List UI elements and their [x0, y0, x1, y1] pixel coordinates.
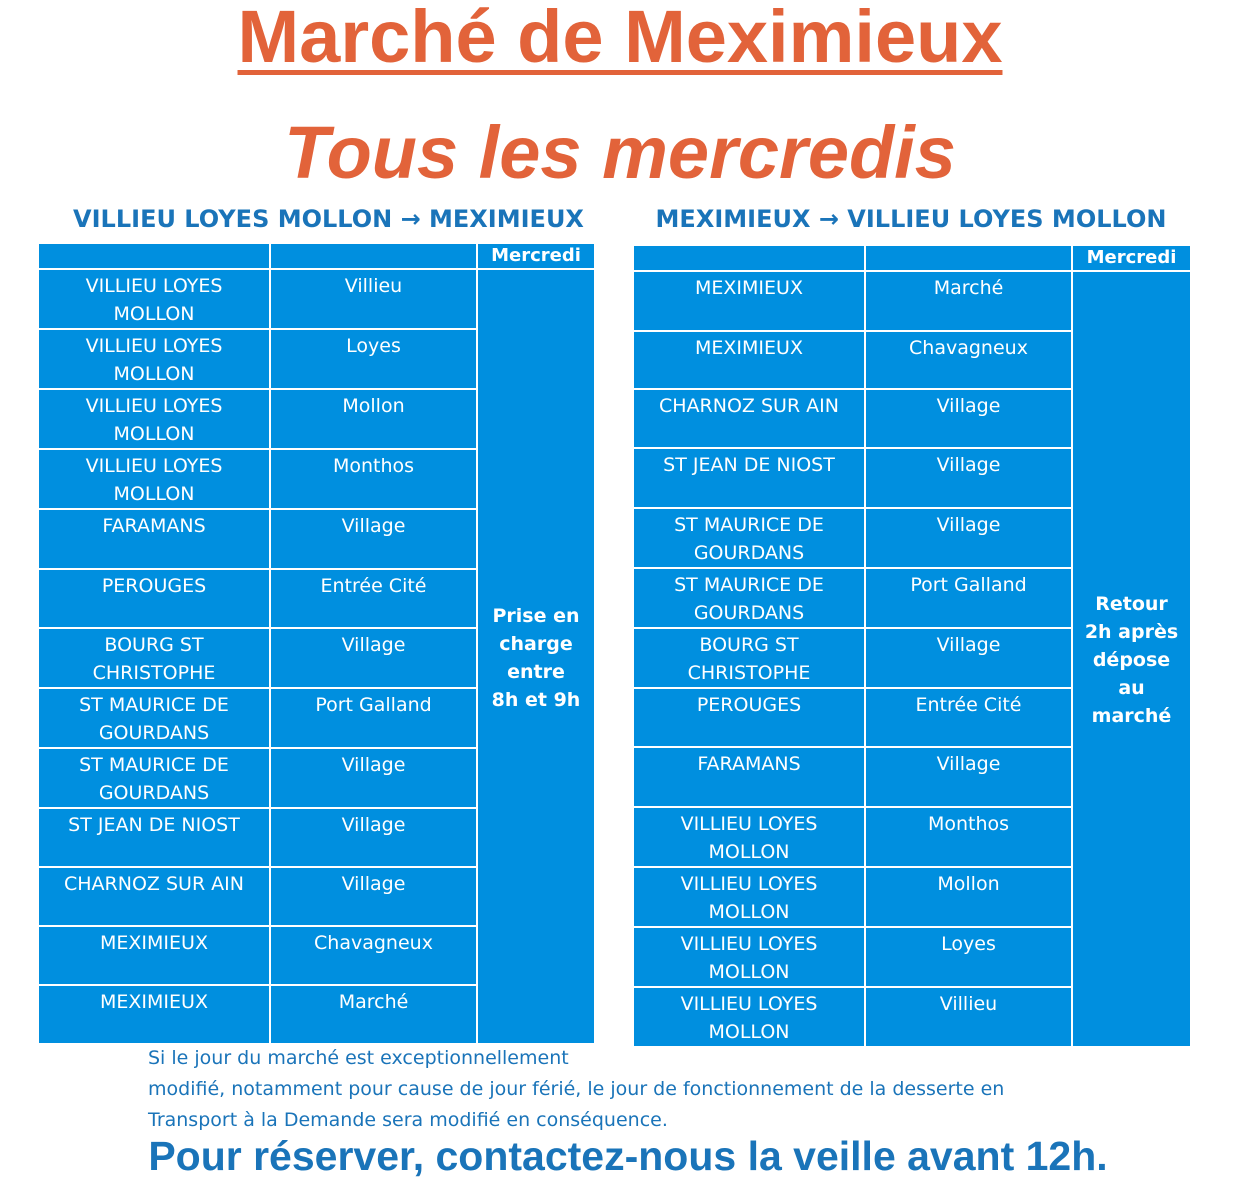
stop-cell: Village [865, 448, 1072, 508]
commune-cell: MEXIMIEUX [38, 926, 270, 985]
stop-cell: Chavagneux [270, 926, 477, 985]
stop-cell: Village [865, 508, 1072, 568]
pickup-time-text: Prise en charge entre 8h et 9h [491, 604, 581, 711]
return-time-note [1072, 271, 1191, 1047]
commune-cell: VILLIEU LOYES MOLLON [38, 269, 270, 329]
page-title [0, 0, 1240, 79]
commune-cell: ST MAURICE DE GOURDANS [633, 508, 865, 568]
commune-cell: VILLIEU LOYES MOLLON [38, 329, 270, 389]
return-schedule-table [632, 244, 1192, 1048]
stop-cell: Monthos [865, 807, 1072, 867]
return-direction-heading: MEXIMIEUX → VILLIEU LOYES MOLLON [655, 205, 1167, 233]
stop-cell: Mollon [270, 389, 477, 449]
stop-cell: Loyes [270, 329, 477, 389]
stop-cell: Village [270, 509, 477, 569]
commune-cell: CHARNOZ SUR AIN [38, 867, 270, 926]
commune-cell: ST MAURICE DE GOURDANS [633, 568, 865, 628]
stop-cell: Village [270, 628, 477, 688]
commune-cell: ST JEAN DE NIOST [633, 448, 865, 508]
stop-cell: Port Galland [865, 568, 1072, 628]
stop-cell: Port Galland [270, 688, 477, 748]
commune-cell: ST MAURICE DE GOURDANS [38, 688, 270, 748]
stop-cell: Loyes [865, 927, 1072, 987]
holiday-note-line: Transport à la Demande sera modifié en conséquence. [148, 1109, 668, 1131]
page-subtitle: Tous les mercredis [284, 111, 956, 194]
commune-cell: FARAMANS [633, 747, 865, 807]
header-cell-stop [270, 243, 477, 269]
day-header: Mercredi [1072, 245, 1191, 271]
stop-cell: Chavagneux [865, 331, 1072, 389]
stop-cell: Village [270, 867, 477, 926]
header-cell-commune [38, 243, 270, 269]
outbound-schedule-table [37, 242, 596, 1045]
stop-cell: Village [865, 389, 1072, 448]
stop-cell: Marché [865, 271, 1072, 331]
commune-cell: PEROUGES [38, 569, 270, 628]
commune-cell: ST MAURICE DE GOURDANS [38, 748, 270, 808]
commune-cell: ST JEAN DE NIOST [38, 808, 270, 867]
stop-cell: Village [865, 628, 1072, 688]
stop-cell: Village [270, 808, 477, 867]
table-row [633, 271, 1191, 331]
stop-cell: Mollon [865, 867, 1072, 927]
return-time-text: Retour 2h après dépose au marché [1084, 593, 1179, 727]
stop-cell: Entrée Cité [865, 688, 1072, 747]
commune-cell: VILLIEU LOYES MOLLON [633, 927, 865, 987]
stop-cell: Monthos [270, 449, 477, 509]
table-row [38, 269, 595, 329]
header-cell-stop [865, 245, 1072, 271]
commune-cell: BOURG ST CHRISTOPHE [633, 628, 865, 688]
holiday-note [148, 1043, 1088, 1136]
holiday-note-line: modifié, notamment pour cause de jour férié, le jour de fonctionnement de la desserte en [148, 1078, 1005, 1100]
pickup-time-note [477, 269, 595, 1044]
holiday-note-line: Si le jour du marché est exceptionnellement [148, 1047, 569, 1069]
stop-cell: Village [270, 748, 477, 808]
table-header-row [633, 245, 1191, 271]
stop-cell: Entrée Cité [270, 569, 477, 628]
commune-cell: VILLIEU LOYES MOLLON [633, 807, 865, 867]
commune-cell: MEXIMIEUX [633, 271, 865, 331]
header-cell-commune [633, 245, 865, 271]
commune-cell: BOURG ST CHRISTOPHE [38, 628, 270, 688]
outbound-direction-heading: VILLIEU LOYES MOLLON → MEXIMIEUX [73, 205, 584, 233]
table-header-row [38, 243, 595, 269]
commune-cell: PEROUGES [633, 688, 865, 747]
commune-cell: VILLIEU LOYES MOLLON [633, 867, 865, 927]
commune-cell: VILLIEU LOYES MOLLON [633, 987, 865, 1047]
commune-cell: CHARNOZ SUR AIN [633, 389, 865, 448]
reservation-call-to-action: Pour réserver, contactez-nous la veille avant 12h. [148, 1133, 1108, 1179]
page-title-text: Marché de Meximieux [237, 0, 1003, 78]
commune-cell: FARAMANS [38, 509, 270, 569]
commune-cell: MEXIMIEUX [38, 985, 270, 1044]
day-header: Mercredi [477, 243, 595, 269]
stop-cell: Village [865, 747, 1072, 807]
commune-cell: VILLIEU LOYES MOLLON [38, 449, 270, 509]
commune-cell: MEXIMIEUX [633, 331, 865, 389]
stop-cell: Marché [270, 985, 477, 1044]
stop-cell: Villieu [270, 269, 477, 329]
stop-cell: Villieu [865, 987, 1072, 1047]
commune-cell: VILLIEU LOYES MOLLON [38, 389, 270, 449]
